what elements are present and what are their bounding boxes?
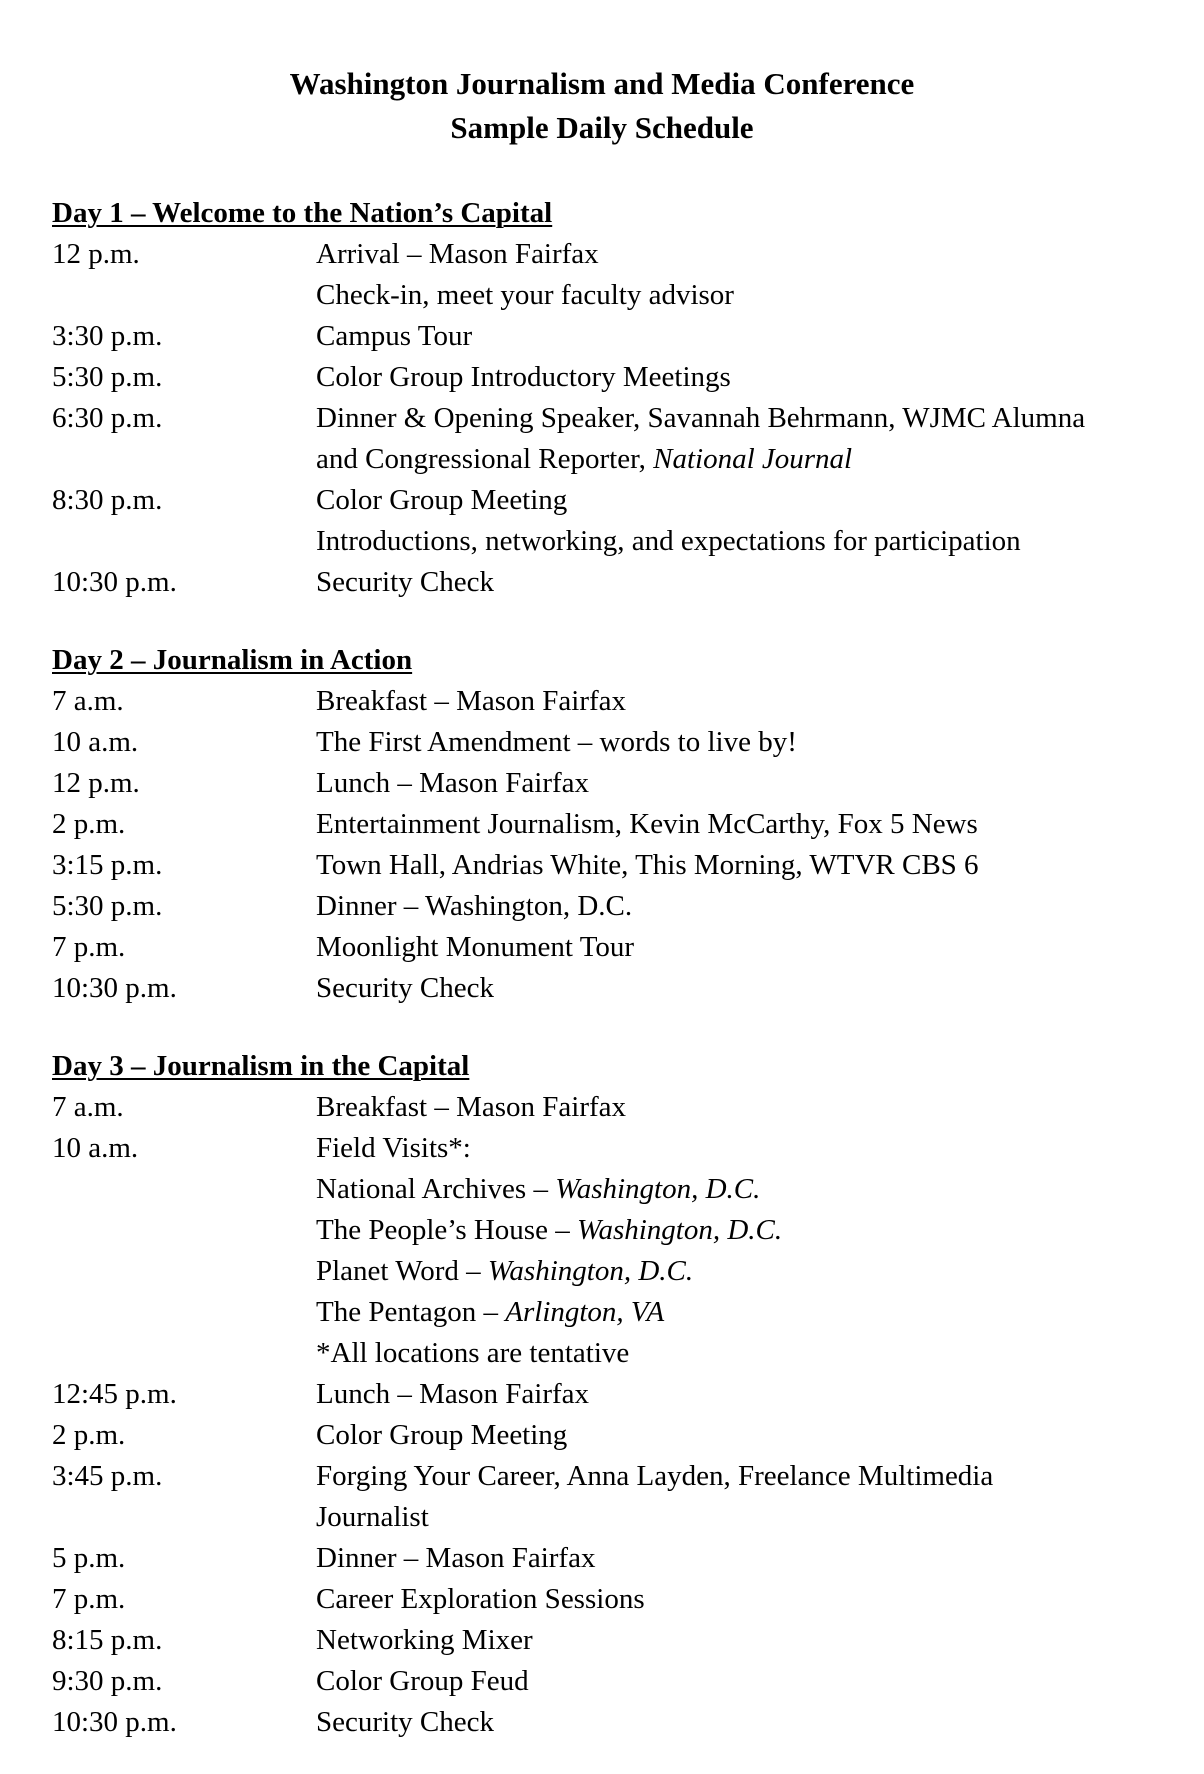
schedule-time: 12:45 p.m. [52,1378,177,1410]
schedule-description [316,886,1172,927]
schedule-row [52,316,1172,357]
document-subtitle: Sample Daily Schedule [450,110,754,145]
schedule-row [52,1169,1172,1210]
schedule-time [52,1251,316,1292]
schedule-row [52,722,1172,763]
schedule-italic-text: Washington, D.C. [576,1214,783,1246]
schedule-description [316,968,1172,1009]
schedule-time [52,1333,316,1374]
schedule-description [316,1128,1172,1169]
day-1-section [52,193,1172,603]
schedule-description [316,845,1172,886]
schedule-time: 2 p.m. [52,1419,126,1451]
schedule-italic-text: Washington, D.C. [487,1255,694,1287]
schedule-row [52,1579,1172,1620]
schedule-row [52,1251,1172,1292]
schedule-description [316,1456,1172,1497]
schedule-description [316,1169,1172,1210]
day-heading: Day 3 – Journalism in the Capital [52,1050,470,1082]
schedule-text: The Pentagon – [316,1296,506,1328]
schedule-time: 3:15 p.m. [52,849,163,881]
schedule-time: 7 p.m. [52,931,126,963]
schedule-text: Security Check [316,566,494,598]
schedule-row [52,1292,1172,1333]
schedule-time: 8:15 p.m. [52,1624,163,1656]
schedule-row [52,763,1172,804]
schedule-time: 7 a.m. [52,685,124,717]
schedule-time: 5 p.m. [52,1542,126,1574]
schedule-time: 5:30 p.m. [52,890,163,922]
schedule-row [52,968,1172,1009]
schedule-row [52,1456,1172,1497]
schedule-description [316,316,1172,357]
schedule-text: Check-in, meet your faculty advisor [316,279,734,311]
schedule-row [52,234,1172,275]
schedule-row [52,398,1172,439]
schedule-row [52,1087,1172,1128]
schedule-text: Field Visits*: [316,1132,471,1164]
schedule-text: Dinner – Washington, D.C. [316,890,633,922]
schedule-time: 8:30 p.m. [52,484,163,516]
schedule-description [316,1415,1172,1456]
schedule-text: Color Group Meeting [316,484,568,516]
schedule-row [52,1620,1172,1661]
schedule-description [316,1251,1172,1292]
schedule-row [52,1210,1172,1251]
schedule-text: Breakfast – Mason Fairfax [316,1091,627,1123]
schedule-description [316,722,1172,763]
schedule-time: 9:30 p.m. [52,1665,163,1697]
schedule-italic-text: National Journal [653,443,853,475]
schedule-row [52,275,1172,316]
schedule-time: 5:30 p.m. [52,361,163,393]
schedule-time: 10 a.m. [52,1132,139,1164]
schedule-row [52,1128,1172,1169]
schedule-row [52,1497,1172,1538]
schedule-row [52,1661,1172,1702]
schedule-text: Forging Your Career, Anna Layden, Freelance Multimedia [316,1460,994,1492]
schedule-time: 7 p.m. [52,1583,126,1615]
schedule-text: Town Hall, Andrias White, This Morning, WTVR CBS 6 [316,849,979,881]
schedule-row [52,357,1172,398]
schedule-text: Career Exploration Sessions [316,1583,645,1615]
schedule-description [316,1497,1172,1538]
schedule-time: 10 a.m. [52,726,139,758]
schedule-time: 12 p.m. [52,767,140,799]
schedule-text: The People’s House – [316,1214,577,1246]
schedule-description [316,234,1172,275]
schedule-description [316,1374,1172,1415]
schedule-row [52,681,1172,722]
schedule-description [316,275,1172,316]
schedule-row [52,562,1172,603]
schedule-description [316,1210,1172,1251]
schedule-italic-text: Arlington, VA [505,1296,665,1328]
day-3-section [52,1046,1172,1743]
day-heading: Day 2 – Journalism in Action [52,644,413,676]
schedule-row [52,804,1172,845]
schedule-description [316,1087,1172,1128]
schedule-text: Lunch – Mason Fairfax [316,767,590,799]
schedule-text: Breakfast – Mason Fairfax [316,685,627,717]
schedule-text: Dinner – Mason Fairfax [316,1542,596,1574]
schedule-row [52,845,1172,886]
schedule-description [316,1579,1172,1620]
schedule-text: National Archives – [316,1173,556,1205]
day-heading: Day 1 – Welcome to the Nation’s Capital [52,197,553,229]
schedule-row [52,1333,1172,1374]
schedule-time: 2 p.m. [52,808,126,840]
schedule-text: *All locations are tentative [316,1337,630,1369]
schedule-text: and Congressional Reporter, [316,443,654,475]
schedule-time [52,1169,316,1210]
schedule-description [316,681,1172,722]
schedule-description [316,1620,1172,1661]
schedule-time: 6:30 p.m. [52,402,163,434]
schedule-description [316,1661,1172,1702]
schedule-text: Lunch – Mason Fairfax [316,1378,590,1410]
schedule-text: Arrival – Mason Fairfax [316,238,599,270]
schedule-text: Journalist [316,1501,429,1533]
schedule-row [52,521,1172,562]
schedule-time: 3:30 p.m. [52,320,163,352]
schedule-description [316,521,1172,562]
schedule-text: Color Group Meeting [316,1419,568,1451]
schedule-row [52,1415,1172,1456]
schedule-row [52,886,1172,927]
schedule-time [52,1292,316,1333]
schedule-time: 10:30 p.m. [52,1706,177,1738]
schedule-time [52,521,316,562]
schedule-row [52,1702,1172,1743]
schedule-description [316,357,1172,398]
schedule-text: Security Check [316,972,494,1004]
schedule-description [316,1333,1172,1374]
schedule-description [316,562,1172,603]
schedule-time: 7 a.m. [52,1091,124,1123]
schedule-description [316,927,1172,968]
schedule-text: Moonlight Monument Tour [316,931,635,963]
schedule-description [316,439,1172,480]
schedule-description [316,1538,1172,1579]
schedule-time [52,1210,316,1251]
schedule-text: The First Amendment – words to live by! [316,726,797,758]
schedule-description [316,763,1172,804]
schedule-row [52,480,1172,521]
schedule-time: 10:30 p.m. [52,972,177,1004]
schedule-text: Entertainment Journalism, Kevin McCarthy, Fox 5 News [316,808,978,840]
schedule-row [52,439,1172,480]
schedule-row [52,927,1172,968]
schedule-description [316,480,1172,521]
schedule-time: 3:45 p.m. [52,1460,163,1492]
schedule-text: Dinner & Opening Speaker, Savannah Behrmann, WJMC Alumna [316,402,1086,434]
schedule-text: Planet Word – [316,1255,488,1287]
schedule-time: 10:30 p.m. [52,566,177,598]
schedule-italic-text: Washington, D.C. [555,1173,761,1205]
schedule-text: Campus Tour [316,320,473,352]
day-2-section [52,640,1172,1009]
schedule-description [316,1702,1172,1743]
schedule-description [316,1292,1172,1333]
document-title: Washington Journalism and Media Conference [289,66,915,101]
schedule-row [52,1374,1172,1415]
schedule-description [316,398,1172,439]
schedule-text: Security Check [316,1706,494,1738]
schedule-time [52,1497,316,1538]
schedule-text: Color Group Introductory Meetings [316,361,731,393]
schedule-text: Color Group Feud [316,1665,529,1697]
schedule-time [52,439,316,480]
schedule-text: Networking Mixer [316,1624,533,1656]
schedule-description [316,804,1172,845]
schedule-time [52,275,316,316]
schedule-row [52,1538,1172,1579]
schedule-time: 12 p.m. [52,238,140,270]
schedule-text: Introductions, networking, and expectations for participation [316,525,1021,557]
